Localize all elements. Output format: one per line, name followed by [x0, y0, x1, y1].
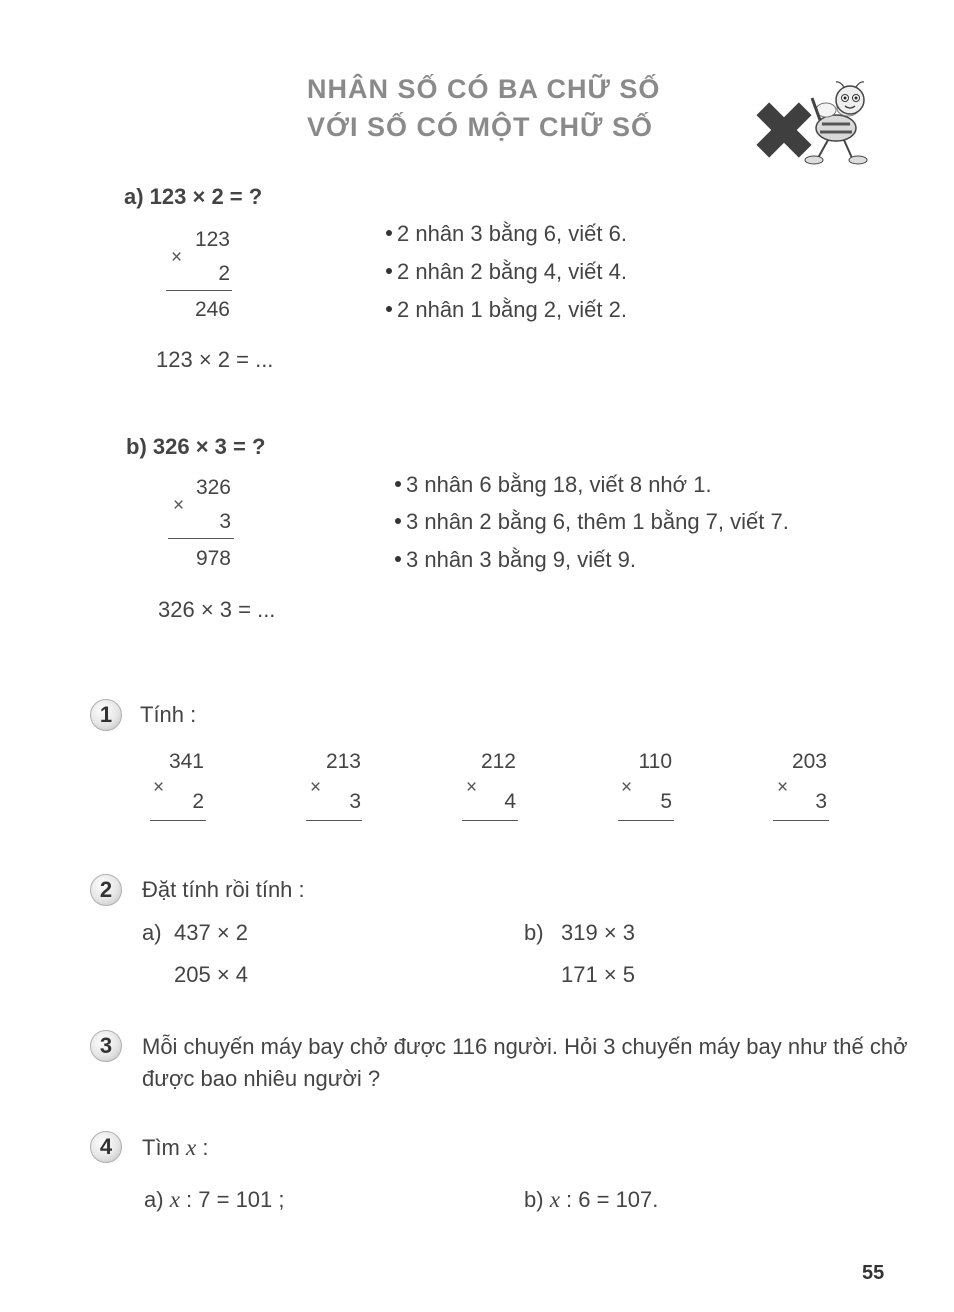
- ex1-problem-4-top: 110: [638, 750, 672, 773]
- exercise-2-a-item-1: 437 × 2: [174, 920, 249, 945]
- ex1-problem-1-bottom: 2: [192, 790, 204, 813]
- exercise-3-badge: 3: [90, 1030, 122, 1062]
- exercise-2-b-item-1: 319 × 3: [561, 920, 636, 945]
- example-b-step-1: 3 nhân 6 bằng 18, viết 8 nhớ 1.: [395, 472, 712, 498]
- ex1-problem-3-bottom: 4: [504, 790, 516, 813]
- times-sign: ×: [466, 777, 478, 798]
- variable-x: x: [549, 1187, 560, 1212]
- exercise-4-a: [144, 1187, 285, 1213]
- times-sign: ×: [173, 495, 185, 516]
- ex1-problem-2-rule: [306, 820, 362, 821]
- exercise-2-a-item-2: 205 × 4: [174, 962, 249, 987]
- title-line-1: NHÂN SỐ CÓ BA CHỮ SỐ: [307, 74, 661, 104]
- ex1-problem-3-top: 212: [480, 750, 516, 773]
- ex1-problem-3-rule: [462, 820, 518, 821]
- exercise-4-b-label: b): [524, 1187, 544, 1212]
- example-b-result: 326 × 3 = ...: [158, 597, 276, 622]
- exercise-2-badge: 2: [90, 874, 122, 906]
- exercise-4-a-label: a): [144, 1187, 164, 1212]
- example-a-rule: [166, 290, 232, 291]
- exercise-2-a-label: a): [142, 920, 162, 945]
- ex1-problem-5-rule: [773, 820, 829, 821]
- times-sign: ×: [171, 247, 183, 268]
- exercise-4-a-equation: : 7 = 101 ;: [186, 1187, 285, 1212]
- times-sign: ×: [777, 777, 789, 798]
- title-line-2: VỚI SỐ CÓ MỘT CHỮ SỐ: [307, 112, 653, 142]
- example-b-multiplicand: 326: [195, 476, 231, 499]
- example-a-product: 246: [194, 298, 230, 321]
- exercise-4-b-equation: : 6 = 107.: [566, 1187, 659, 1212]
- example-a-multiplier: 2: [218, 262, 230, 285]
- ex1-problem-4-bottom: 5: [660, 790, 672, 813]
- times-sign: ×: [153, 777, 165, 798]
- times-sign: ×: [621, 777, 633, 798]
- example-b-multiplier: 3: [219, 510, 231, 533]
- exercise-2-prompt: Đặt tính rồi tính :: [142, 877, 305, 902]
- exercise-3-line-1: Mỗi chuyến máy bay chở được 116 người. Hỏi 3 chuyến máy bay như thế chở: [142, 1034, 908, 1059]
- example-a-step-3: 2 nhân 1 bằng 2, viết 2.: [386, 297, 627, 323]
- exercise-4-b: [524, 1187, 658, 1213]
- example-b-step-2: 3 nhân 2 bằng 6, thêm 1 bằng 7, viết 7.: [395, 509, 789, 535]
- exercise-1-prompt: Tính :: [140, 702, 197, 727]
- example-b-step-3: 3 nhân 3 bằng 9, viết 9.: [395, 547, 636, 573]
- example-b-label: b) 326 × 3 = ?: [126, 434, 266, 459]
- ex1-problem-1-top: 341: [168, 750, 204, 773]
- ex1-problem-5-top: 203: [791, 750, 827, 773]
- page-number: 55: [862, 1262, 885, 1284]
- exercise-4-prompt-text: Tìm: [142, 1135, 180, 1160]
- exercise-2-b-label: b): [524, 920, 544, 945]
- ex1-problem-2-bottom: 3: [349, 790, 361, 813]
- example-b-rule: [168, 538, 234, 539]
- example-b-product: 978: [195, 547, 231, 570]
- exercise-4-prompt-colon: :: [202, 1135, 209, 1160]
- exercise-2-b-item-2: 171 × 5: [561, 962, 636, 987]
- example-a-step-1: 2 nhân 3 bằng 6, viết 6.: [386, 221, 627, 247]
- example-a-step-2: 2 nhân 2 bằng 4, viết 4.: [386, 259, 627, 285]
- times-sign: ×: [310, 777, 322, 798]
- exercise-4-badge: 4: [90, 1131, 122, 1163]
- ex1-problem-5-bottom: 3: [815, 790, 827, 813]
- ex1-problem-4-rule: [618, 820, 674, 821]
- exercise-1-badge: 1: [90, 699, 122, 731]
- example-a-label: a) 123 × 2 = ?: [124, 184, 263, 209]
- example-a-multiplicand: 123: [194, 228, 230, 251]
- example-a-result: 123 × 2 = ...: [156, 347, 274, 372]
- variable-x: x: [186, 1135, 197, 1160]
- bee-multiplication-mascot-icon: [748, 80, 888, 175]
- ex1-problem-2-top: 213: [325, 750, 361, 773]
- exercise-3-line-2: được bao nhiêu người ?: [142, 1066, 381, 1091]
- variable-x: x: [169, 1187, 180, 1212]
- ex1-problem-1-rule: [150, 820, 206, 821]
- exercise-4-prompt: [142, 1135, 208, 1161]
